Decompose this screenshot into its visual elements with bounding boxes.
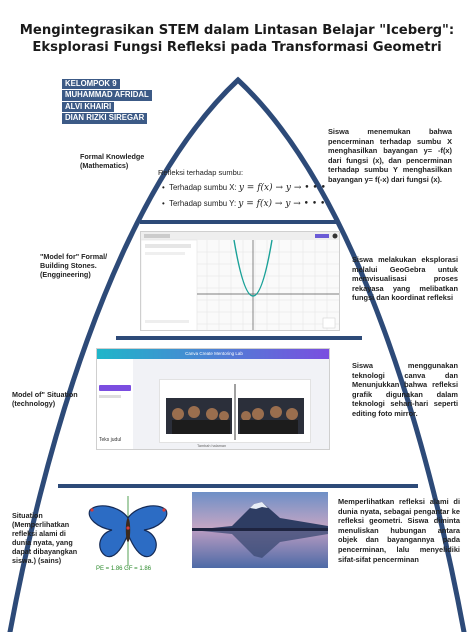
- reflection-x-text: Terhadap sumbu X:: [169, 183, 237, 192]
- model-for-label-line: (Enggineering): [40, 270, 91, 279]
- model-for-description: Siswa melakukan eksplorasi melalui GeoGebra untuk memvisualisasi proses rekayasa yang melibatkan fungsi dan koordinat refleksi: [352, 255, 458, 303]
- canva-sidebar-label: Teks judul: [99, 437, 122, 443]
- mountain-lake-image: [192, 492, 328, 568]
- canva-screenshot: [96, 348, 330, 450]
- butterfly-image: [84, 494, 172, 574]
- group-line: KELOMPOK 9: [62, 79, 120, 89]
- model-for-label: [40, 252, 107, 279]
- model-for-label-line: "Model for" Formal/: [40, 252, 108, 261]
- situation-label-line: dunia nyata, yang: [12, 538, 73, 547]
- model-of-label-line: (technology): [12, 399, 56, 408]
- group-names: [62, 79, 149, 125]
- reflection-y-formula: y = f(x) → y → • • •: [238, 199, 326, 209]
- situation-description: Memperlihatkan refleksi alami di dunia nyata, sebagai pengantar ke refleksi geometri. Siswa diminta menuliskan hubungan antara objek dan bayangannya pada pencerminan, lalu menyelidiki sifat-sifat pencerminan: [338, 497, 460, 564]
- model-of-description: Siswa menggunakan teknologi canva dan Menunjukkan bahwa refleksi grafik digunakan dalam teknologi sehari-hari seperti editing foto mirror.: [352, 361, 458, 418]
- canva-sidebar-line: [99, 395, 121, 398]
- reflection-y-row: [162, 199, 325, 209]
- situation-label-line: refleksi alami di: [12, 529, 66, 538]
- reflection-x-formula: y = f(x) → y → • • •: [238, 183, 326, 193]
- bullet-icon: •: [162, 199, 170, 208]
- canva-sidebar-button: [99, 385, 131, 391]
- canva-sidebar: [97, 359, 133, 450]
- group-line: MUHAMMAD AFRIDAL: [62, 90, 152, 100]
- situation-label-line: dapat dibayangkan: [12, 547, 78, 556]
- formal-label: [80, 152, 144, 170]
- butterfly-caption: PE = 1.86 GF = 1.86: [96, 566, 152, 572]
- situation-label: [12, 511, 77, 565]
- model-for-label-line: Building Stones.: [40, 261, 97, 270]
- mirror-photo: [160, 380, 310, 442]
- formal-label-line: (Mathematics): [80, 161, 129, 170]
- canva-design-page: [159, 379, 311, 443]
- model-of-label: [12, 390, 78, 408]
- group-line: DIAN RIZKI SIREGAR: [62, 113, 147, 123]
- situation-label-line: (Memperlihatkan: [12, 520, 70, 529]
- situation-label-line: Situation: [12, 511, 43, 520]
- reflection-y-text: Terhadap sumbu Y:: [169, 199, 237, 208]
- reflection-x-row: [162, 183, 326, 193]
- title-line-2: Eksplorasi Fungsi Refleksi pada Transformasi Geometri: [32, 40, 442, 55]
- model-of-label-line: Model of" Situation: [12, 390, 78, 399]
- formal-description: Siswa menemukan bahwa pencerminan terhadap sumbu X menghasilkan bayangan y= -f(x) dari fungsi (x), dan pencerminan terhadap sumbu Y menghasilkan bayangan y= f(-x) dari fungsi (x).: [328, 127, 452, 184]
- situation-label-line: siswa.) (sains): [12, 556, 62, 565]
- title-line-1: Mengintegrasikan STEM dalam Lintasan Belajar "Iceberg":: [19, 23, 455, 38]
- canva-header-text: Canva Create Mentoring Lab: [185, 351, 243, 356]
- formal-label-line: Formal Knowledge: [80, 152, 145, 161]
- group-line: ALVI KHAIRI: [62, 102, 114, 112]
- canva-caption: Tambah halaman: [197, 444, 227, 448]
- geogebra-graph: [141, 232, 340, 331]
- reflection-title: Refleksi terhadap sumbu:: [158, 168, 244, 177]
- geogebra-screenshot: [140, 231, 340, 331]
- bullet-icon: •: [162, 183, 170, 192]
